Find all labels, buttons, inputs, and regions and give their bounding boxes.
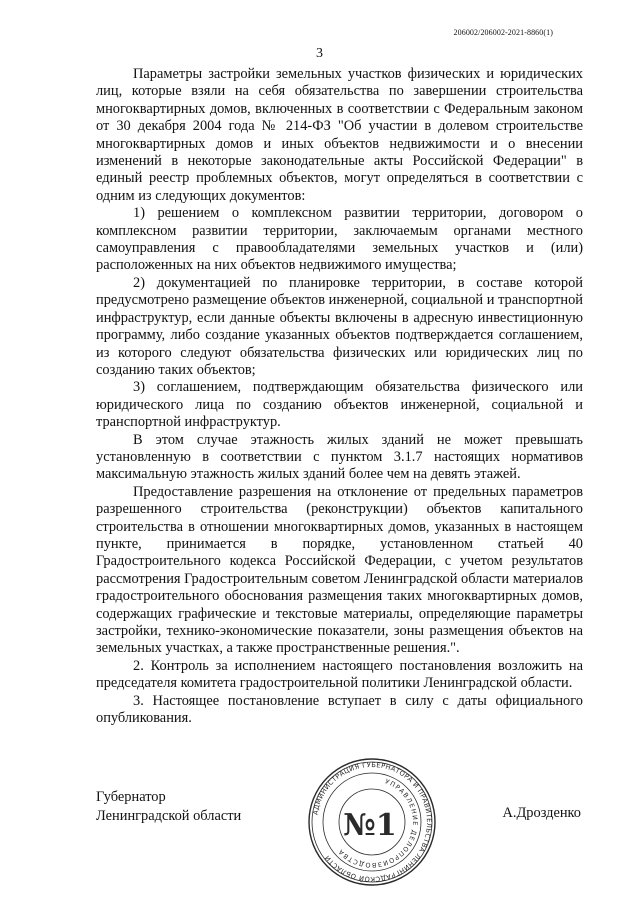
paragraph-item-1: 1) решением о комплексном развитии территории, договором о комплексном развитии территории, заключаемым органами местного самоуправления с правообладателями земельных участков и (или) расположенных на них объектов недвижимого имущества; bbox=[96, 205, 583, 274]
seal-number: №1 bbox=[343, 808, 397, 843]
seal-inner-text: УПРАВЛЕНИЕ ДЕЛОПРОИЗВОДСТВА bbox=[336, 777, 420, 870]
signature-name: А.Дрозденко bbox=[502, 805, 581, 821]
official-seal bbox=[306, 756, 438, 888]
paragraph-control: 2. Контроль за исполнением настоящего постановления возложить на председателя комитета градостроительной политики Ленинградской области. bbox=[96, 657, 583, 692]
signature-title-line-1: Губернатор bbox=[96, 789, 166, 805]
seal-graphic bbox=[306, 756, 438, 888]
paragraph-effective: 3. Настоящее постановление вступает в силу с даты официального опубликования. bbox=[96, 692, 583, 727]
page-number: 3 bbox=[316, 46, 323, 61]
paragraph-intro: Параметры застройки земельных участков физических и юридических лиц, которые взяли на себя обязательства по завершении строительства многоквартирных домов, включенных в соответствии с Федеральным законом от 30 декабря 2004 года № 214-ФЗ "Об участии в долевом строительстве многоквартирных домов и иных объектов недвижимости и о внесении изменений в некоторые законодательные акты Российской Федерации" в единый реестр проблемных объектов, могут определяться в соответствии с одним из следующих документов: bbox=[96, 66, 583, 204]
document-id: 206002/206002-2021-8860(1) bbox=[453, 28, 553, 37]
paragraph-item-3: 3) соглашением, подтверждающим обязательства физического или юридического лица по созданию объектов инженерной, социальной и транспортной инфраструктур. bbox=[96, 379, 583, 431]
document-body bbox=[96, 66, 583, 727]
paragraph-floors: В этом случае этажность жилых зданий не может превышать установленную в соответствии с пунктом 3.1.7 настоящих нормативов максимальную этажность жилых зданий более чем на девять этажей. bbox=[96, 431, 583, 483]
seal-outer-text: АДМИНИСТРАЦИЯ ГУБЕРНАТОРА И ПРАВИТЕЛЬСТВА ЛЕНИНГРАДСКОЙ ОБЛАСТИ bbox=[311, 760, 434, 884]
paragraph-deviation: Предоставление разрешения на отклонение от предельных параметров разрешенного строительства (реконструкции) объектов капитального строительства в отношении многоквартирных домов, указанных в настоящем пункте, принимается в порядке, установленном статьей 40 Градостроительного кодекса Российской Федерации, с учетом результатов рассмотрения Градостроительным советом Ленинградской области материалов градостроительного обоснования размещения таких многоквартирных домов, содержащих графические и текстовые материалы, определяющие параметры застройки, технико-экономические показатели, зоны размещения объектов на земельных участках, а также пространственные решения.". bbox=[96, 483, 583, 657]
paragraph-item-2: 2) документацией по планировке территории, в составе которой предусмотрено размещение объектов инженерной, социальной и транспортной инфраструктур, если данные объекты включены в адресную инвестиционную программу, либо создание указанных объектов подтверждается соглашением, из которого следуют обязательства физических или юридических лиц по созданию таких объектов; bbox=[96, 274, 583, 378]
signature-title-line-2: Ленинградской области bbox=[96, 808, 242, 824]
